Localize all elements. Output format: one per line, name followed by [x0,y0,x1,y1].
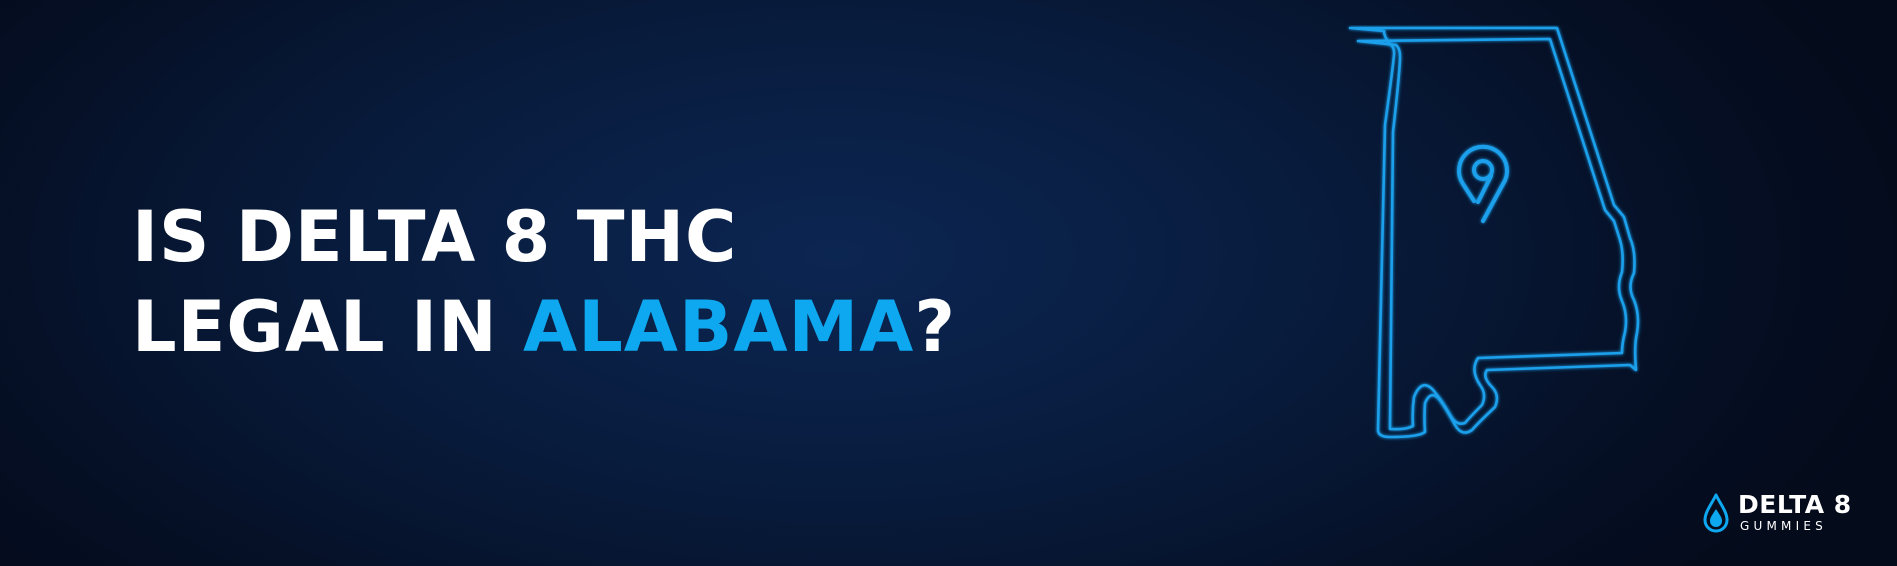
droplet-icon [1702,493,1730,533]
logo-name: DELTA 8 [1738,490,1852,519]
headline-state-name: ALABAMA [523,286,915,368]
alabama-map-outline [1330,25,1660,515]
headline-line-2-prefix: LEGAL IN [132,286,524,368]
headline-line-1: IS DELTA 8 THC [132,196,738,278]
location-pin-icon [1459,147,1507,221]
headline [132,192,956,372]
brand-logo[interactable] [1702,491,1862,539]
headline-line-2 [132,282,956,372]
logo-subtitle: GUMMIES [1740,519,1827,533]
headline-question-mark: ? [914,286,956,368]
